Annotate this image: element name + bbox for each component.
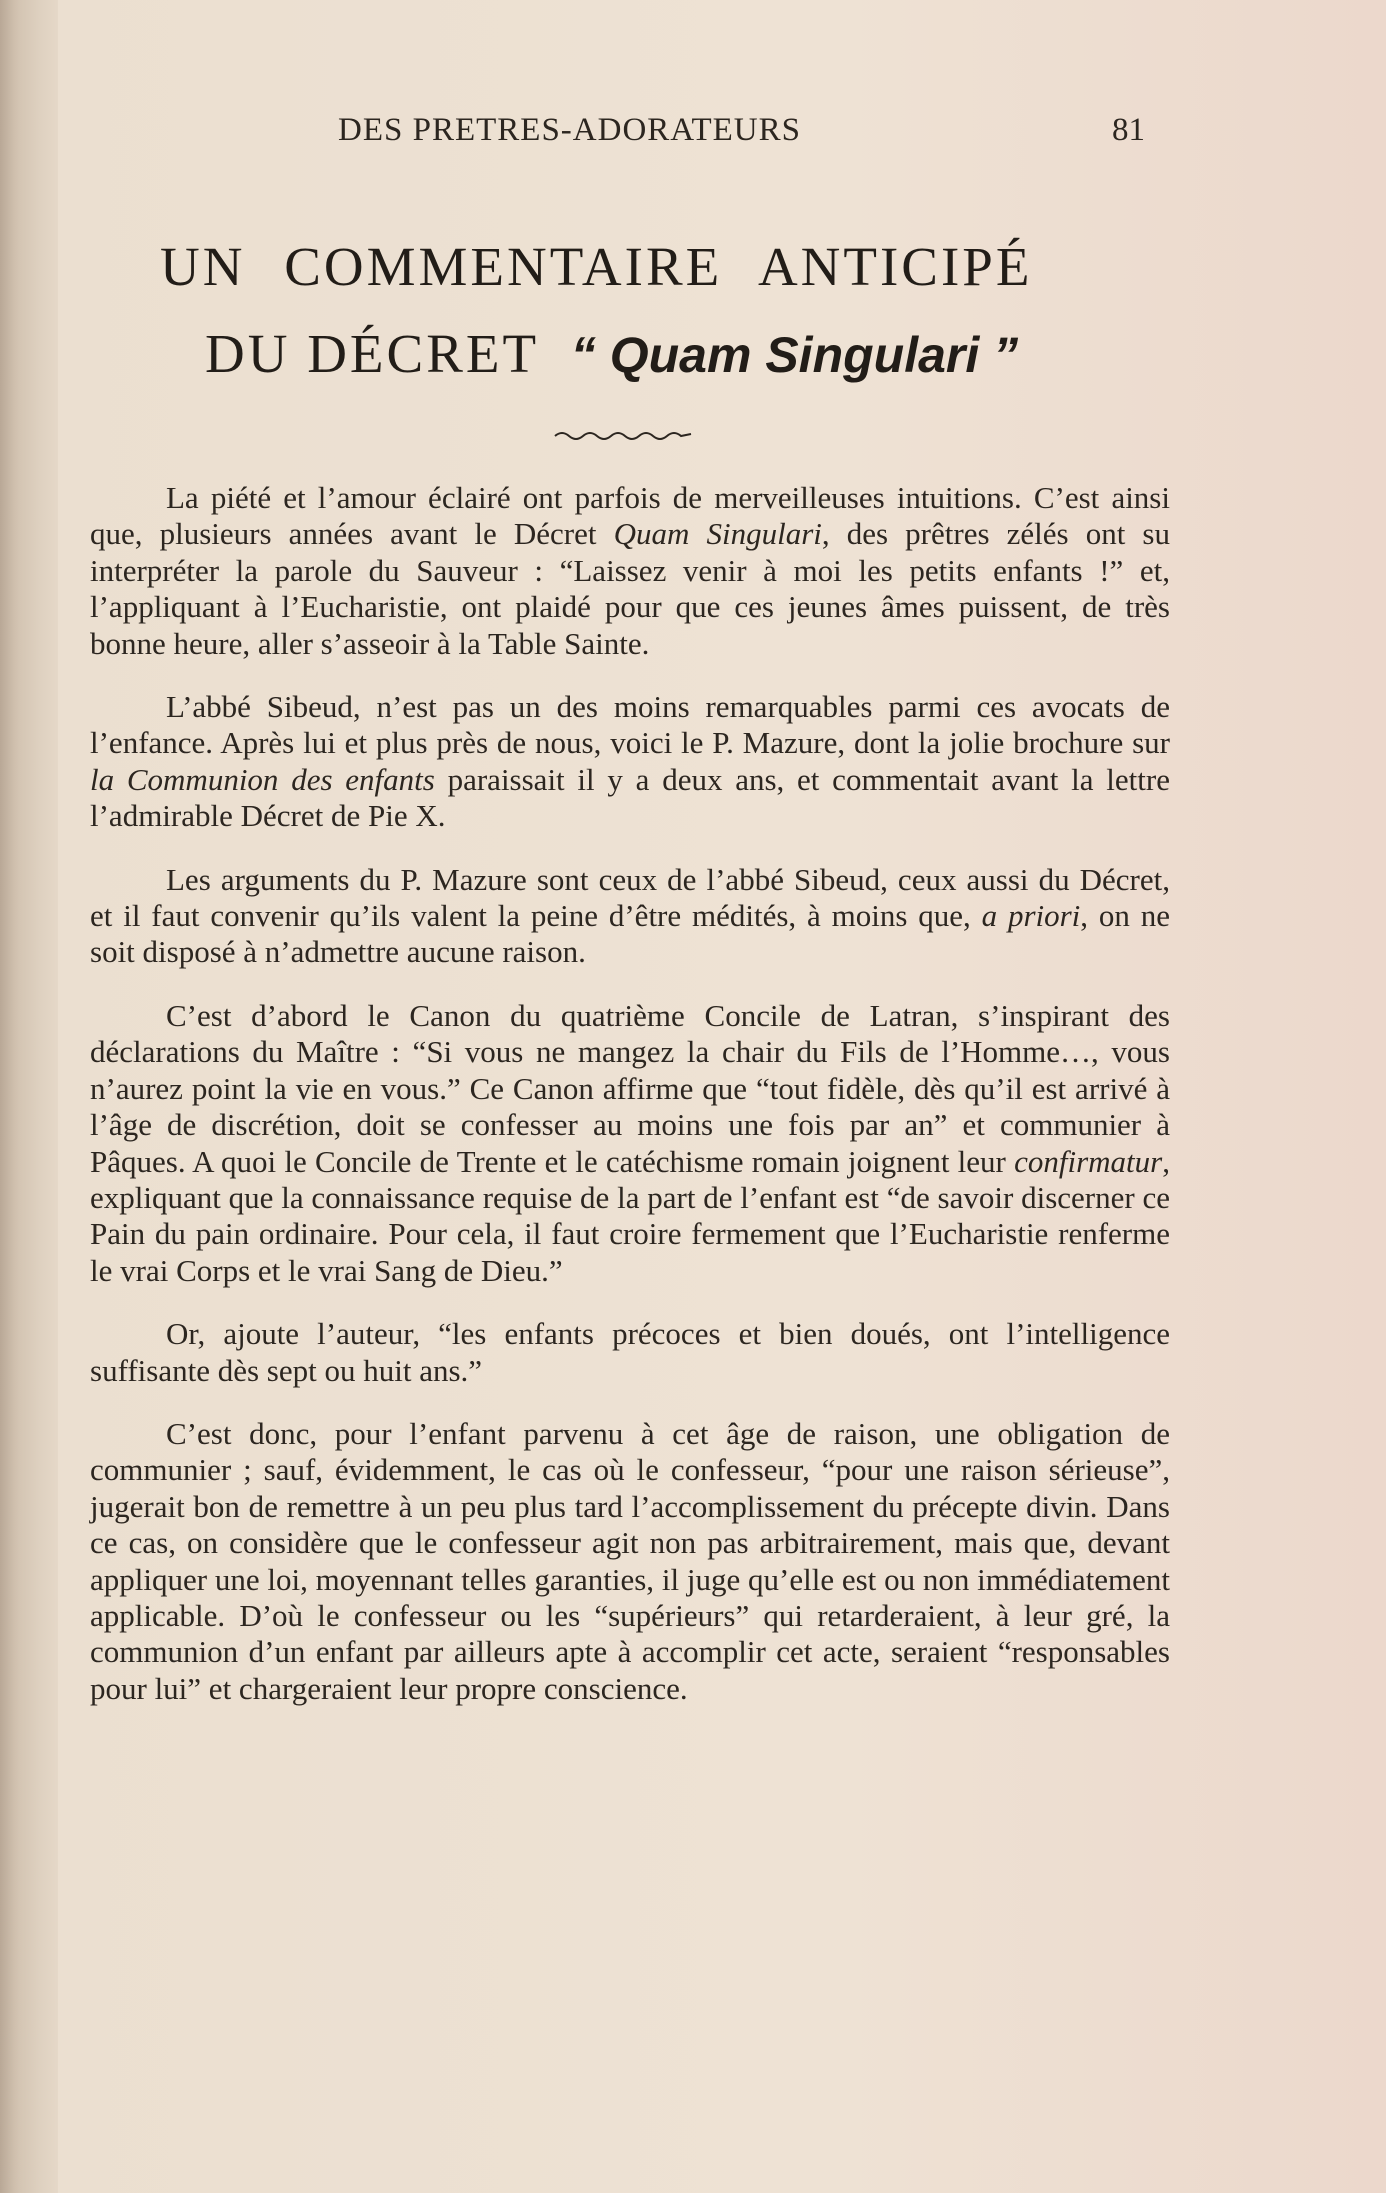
article-title-line-2 — [205, 322, 1018, 385]
title-open-quote: “ — [570, 327, 596, 383]
paragraph — [90, 480, 1170, 662]
paragraph-text: L’abbé Sibeud, n’est pas un des moins remarquables parmi ces avocats de l’enfance. Après lui et plus près de nous, voici le P. Mazure, dont la jolie brochure sur — [90, 689, 1170, 761]
paragraph-text: Or, ajoute l’auteur, “les enfants précoces et bien doués, ont l’intelligence suffisante dès sept ou huit ans.” — [90, 1316, 1170, 1388]
italic-phrase: la Communion des enfants — [90, 761, 435, 797]
paragraph-text: C’est d’abord le Canon du quatrième Concile de Latran, s’inspirant des déclarations du Maître : “Si vous ne mangez la chair du Fils de l’Homme…, vous n’aurez point la vie en vous.” Ce Canon affirme que “tout fidèle, dès qu’il est arrivé à l’âge de discrétion, doit se confesser au moins une fois par an” et communier à Pâques. A quoi le Concile de Trente et le catéchisme romain joignent leur — [90, 997, 1170, 1179]
title-close-quote: ” — [993, 327, 1019, 383]
title-prefix: DU DÉCRET — [205, 323, 539, 384]
italic-phrase: Quam Singulari — [613, 516, 822, 552]
title-italic-phrase — [571, 327, 1018, 383]
paragraph-text: C’est donc, pour l’enfant parvenu à cet âge de raison, une obligation de communier ; sauf, évidemment, le cas où le confesseur, “pour une raison sérieuse”, jugerait bon de remettre à un peu plus tard l’accomplissement du précepte divin. Dans ce cas, on considère que le confesseur agit non pas arbitrairement, mais que, devant appliquer une loi, moyennant telles garanties, il juge qu’elle est ou non immédiatement applicable. D’où le confesseur ou les “supérieurs” qui retarderaient, à leur gré, la communion d’un enfant par ailleurs apte à accomplir cet acte, seraient “responsables pour lui” et chargeraient leur propre conscience. — [90, 1415, 1170, 1706]
article-body — [90, 480, 1170, 1734]
paragraph — [90, 689, 1170, 835]
paragraph-text: La piété et l’amour éclairé ont parfois de merveilleuses intuitions. C’est ainsi que, plusieurs années avant le Décret — [90, 480, 1170, 552]
paragraph — [90, 862, 1170, 971]
running-header — [100, 112, 1200, 162]
running-title: DES PRETRES-ADORATEURS — [338, 112, 801, 148]
paragraph — [90, 1416, 1170, 1707]
paragraph-text: paraissait il y a deux ans, et commentait avant la lettre l’admirable Décret de Pie X. — [90, 761, 1170, 834]
page-gutter-shadow — [0, 0, 58, 2193]
paragraph-text: , des prêtres zélés ont su interpréter la parole du Sauveur : “Laissez venir à moi les petits enfants !” et, l’appliquant à l’Eucharistie, ont plaidé pour que ces jeunes âmes puissent, de très bonne heure, aller s’asseoir à la Table Sainte. — [90, 516, 1170, 661]
paragraph — [90, 1316, 1170, 1389]
title-italic-text: Quam Singulari — [609, 327, 980, 383]
italic-phrase: a priori — [981, 898, 1081, 934]
paragraph-text: Les arguments du P. Mazure sont ceux de l’abbé Sibeud, ceux aussi du Décret, et il faut convenir qu’ils valent la peine d’être médités, à moins que, — [90, 861, 1170, 934]
wavy-rule-ornament-icon — [553, 428, 693, 442]
page-number: 81 — [1112, 112, 1145, 148]
italic-phrase: confirmatur — [1014, 1143, 1163, 1179]
article-title-line-1: UN COMMENTAIRE ANTICIPÉ — [160, 236, 1033, 297]
paragraph-text: , expliquant que la connaissance requise de la part de l’enfant est “de savoir discerner ce Pain du pain ordinaire. Pour cela, il faut croire fermement que l’Eucharistie renferme le vrai Corps et le vrai Sang de Dieu.” — [90, 1143, 1170, 1288]
paragraph — [90, 998, 1170, 1289]
paragraph-text: , on ne soit disposé à n’admettre aucune raison. — [90, 898, 1170, 970]
